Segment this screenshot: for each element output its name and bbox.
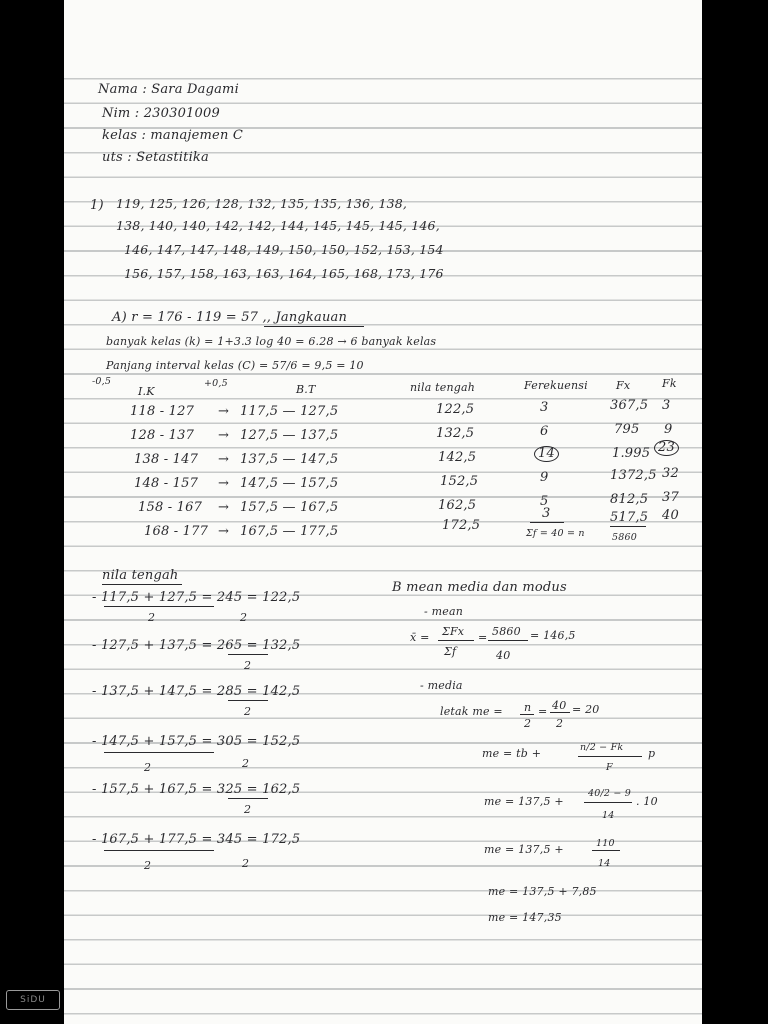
col-header-bt: B.T (296, 383, 316, 396)
col-header-fk: Fk (662, 377, 677, 390)
letak-n: n (524, 701, 532, 714)
median-formula-den: F (606, 762, 613, 773)
problem-number: 1) (90, 198, 104, 213)
brand-logo: SiDU (6, 990, 60, 1010)
calc-result: 132,5 (262, 638, 301, 653)
mean-fraction-bar-2 (488, 640, 528, 641)
table-row-fk (654, 440, 679, 456)
table-row-fk: 40 (662, 508, 679, 523)
table-row-ik: 128 - 137 (130, 428, 195, 443)
mean-eq: = (478, 631, 488, 644)
plus-note: +0,5 (204, 378, 228, 389)
letak-fraction-bar (520, 714, 534, 715)
f-sum-line (530, 522, 564, 523)
calc-fraction-bar (104, 606, 214, 607)
sum-fx: 5860 (612, 532, 637, 543)
calc-result: 152,5 (262, 734, 301, 749)
mean-num2: 5860 (492, 625, 521, 638)
header-kelas: kelas : manajemen C (102, 128, 243, 143)
median-formula-num: n/2 − Fk (580, 742, 624, 753)
mean-num: ΣFx (442, 625, 465, 638)
data-row: 119, 125, 126, 128, 132, 135, 135, 136, 138, (116, 196, 408, 211)
median-step1-num: 40/2 − 9 (588, 788, 631, 799)
table-row-f: 9 (540, 470, 549, 485)
letak-eq: = (538, 705, 548, 718)
calc-denominator: 2 (148, 611, 156, 624)
calc-result: 122,5 (262, 590, 301, 605)
calc-denominator: 2 (144, 859, 152, 872)
table-row-fx: 1372,5 (610, 468, 657, 483)
calc-numerator: - 167,5 + 177,5 = 345 = 172,5 (92, 832, 301, 847)
table-row-mid: 122,5 (436, 402, 475, 417)
col-header-f: Ferekuensi (524, 379, 588, 392)
table-row-ik: 148 - 157 (134, 476, 199, 491)
minus-note: -0,5 (92, 376, 112, 387)
table-row-fk: 9 (664, 422, 673, 437)
calc-result: 142,5 (262, 684, 301, 699)
calc-denominator: 2 (242, 757, 250, 770)
table-row-bt: 147,5 — 157,5 (240, 476, 339, 491)
calc-fraction: 265 (216, 638, 243, 653)
nila-tengah-underline (102, 584, 182, 585)
col-header-ik: I.K (138, 385, 155, 398)
mean-lhs: x̄ = (410, 631, 430, 644)
calc-numerator: - 137,5 + 147,5 = 285 = 142,5 (92, 684, 301, 699)
table-row-bt: 137,5 — 147,5 (240, 452, 339, 467)
table-row-arrow: → (218, 404, 230, 419)
calc-fraction-bar (228, 798, 268, 799)
calc-fraction: 305 (216, 734, 243, 749)
calc-result: 162,5 (262, 782, 301, 797)
median-step1-den: 14 (602, 810, 615, 821)
part-b-title: B mean media dan modus (392, 580, 567, 595)
table-row-fk: 3 (662, 398, 671, 413)
calc-denominator: 2 (242, 857, 250, 870)
range-underline (264, 326, 364, 327)
median-formula-bar (578, 756, 642, 757)
median-step2-num: 110 (596, 838, 615, 849)
table-row-bt: 117,5 — 127,5 (240, 404, 339, 419)
calc-fraction: 325 (216, 782, 243, 797)
median-step4: me = 147,35 (488, 911, 562, 924)
letak-lhs: letak me = (440, 705, 503, 718)
header-nim: Nim : 230301009 (102, 106, 220, 121)
calc-numerator: - 157,5 + 167,5 = 325 = 162,5 (92, 782, 301, 797)
letak-40: 40 (552, 699, 567, 712)
median-step1-p: . 10 (636, 795, 658, 808)
letak-2b: 2 (556, 717, 564, 730)
calc-result: 172,5 (262, 832, 301, 847)
table-row-arrow: → (218, 452, 230, 467)
letak-2: 2 (524, 717, 532, 730)
range-line: A) r = 176 - 119 = 57 ,, Jangkauan (112, 310, 348, 325)
table-row-mid: 172,5 (442, 518, 481, 533)
median-step2-bar (592, 850, 620, 851)
calc-sum: 117,5 + 127,5 (100, 590, 198, 605)
data-row: 156, 157, 158, 163, 163, 164, 165, 168, 173, 176 (124, 266, 444, 281)
table-row-mid: 132,5 (436, 426, 475, 441)
median-formula-p: p (648, 747, 656, 760)
table-row-ik: 138 - 147 (134, 452, 199, 467)
median-step1-lhs: me = 137,5 + (484, 795, 564, 808)
mean-den: Σf (444, 645, 457, 658)
table-row-fx: 812,5 (610, 492, 649, 507)
calc-denominator: 2 (240, 611, 248, 624)
table-row-arrow: → (218, 476, 230, 491)
table-row-bt: 167,5 — 177,5 (240, 524, 339, 539)
table-row-ik: 158 - 167 (138, 500, 203, 515)
k-line: banyak kelas (k) = 1+3.3 log 40 = 6.28 → 6 banyak kelas (106, 335, 437, 348)
col-header-mid: nila tengah (410, 381, 476, 394)
calc-fraction: 345 (216, 832, 243, 847)
mean-fraction-bar (438, 640, 474, 641)
table-row-fx: 367,5 (610, 398, 649, 413)
table-row-f: 3 (540, 400, 549, 415)
calc-sum: 167,5 + 177,5 (100, 832, 198, 847)
table-row-arrow: → (218, 428, 230, 443)
table-row-bt: 127,5 — 137,5 (240, 428, 339, 443)
calc-fraction-bar (228, 654, 268, 655)
fx-sum-line (610, 526, 646, 527)
letak-fraction-bar-2 (550, 712, 570, 713)
calc-fraction-bar (228, 700, 268, 701)
median-step3: me = 137,5 + 7,85 (488, 885, 597, 898)
table-row-fk: 32 (662, 466, 679, 481)
header-uts: uts : Setastitika (102, 150, 209, 165)
table-row-arrow: → (218, 500, 230, 515)
calc-numerator: - 147,5 + 157,5 = 305 = 152,5 (92, 734, 301, 749)
calc-denominator: 2 (244, 705, 252, 718)
table-row-ik: 168 - 177 (144, 524, 209, 539)
data-row: 138, 140, 140, 142, 142, 144, 145, 145, 145, 146, (116, 218, 440, 233)
col-header-fx: Fx (616, 379, 631, 392)
mean-den2: 40 (496, 649, 511, 662)
table-row-f: 6 (540, 424, 549, 439)
calc-numerator: - 127,5 + 137,5 = 265 = 132,5 (92, 638, 301, 653)
median-formula-lhs: me = tb + (482, 747, 542, 760)
calc-denominator: 2 (244, 659, 252, 672)
calc-sum: 137,5 + 147,5 (100, 684, 198, 699)
calc-sum: 127,5 + 137,5 (100, 638, 198, 653)
mean-result: = 146,5 (530, 629, 576, 642)
median-step2-lhs: me = 137,5 + (484, 843, 564, 856)
table-row-ik: 118 - 127 (130, 404, 195, 419)
table-row-f: 3 (542, 506, 551, 521)
data-row: 146, 147, 147, 148, 149, 150, 150, 152, 153, 154 (124, 242, 444, 257)
median-step2-den: 14 (598, 858, 611, 869)
calc-fraction-bar (104, 850, 214, 851)
table-row-mid: 162,5 (438, 498, 477, 513)
mean-label: - mean (424, 605, 463, 618)
letak-result: = 20 (572, 703, 600, 716)
table-row-bt: 157,5 — 167,5 (240, 500, 339, 515)
calc-sum: 147,5 + 157,5 (100, 734, 198, 749)
calc-denominator: 2 (144, 761, 152, 774)
calc-fraction: 285 (216, 684, 243, 699)
table-row-mid: 142,5 (438, 450, 477, 465)
table-row-fx: 517,5 (610, 510, 649, 525)
circled-fk: 23 (654, 440, 679, 456)
table-row-fx: 1.995 (612, 446, 651, 461)
sum-f: Σf = 40 = n (526, 528, 585, 539)
table-row-arrow: → (218, 524, 230, 539)
calc-numerator: - 117,5 + 127,5 = 245 = 122,5 (92, 590, 301, 605)
median-step1-bar (584, 802, 632, 803)
notebook-page (64, 0, 702, 1024)
table-row-mid: 152,5 (440, 474, 479, 489)
circled-frequency: 14 (534, 446, 559, 462)
calc-fraction: 245 (216, 590, 243, 605)
c-line: Panjang interval kelas (C) = 57/6 = 9,5 = 10 (106, 359, 364, 372)
calc-denominator: 2 (244, 803, 252, 816)
table-row-fx: 795 (614, 422, 640, 437)
calc-fraction-bar (104, 752, 214, 753)
table-row-f (534, 446, 559, 462)
nila-tengah-title: nila tengah (102, 568, 179, 583)
header-nama: Nama : Sara Dagami (98, 82, 239, 97)
table-row-fk: 37 (662, 490, 679, 505)
calc-sum: 157,5 + 167,5 (100, 782, 198, 797)
media-label: - media (420, 679, 463, 692)
table-row-f: 5 (540, 494, 549, 509)
